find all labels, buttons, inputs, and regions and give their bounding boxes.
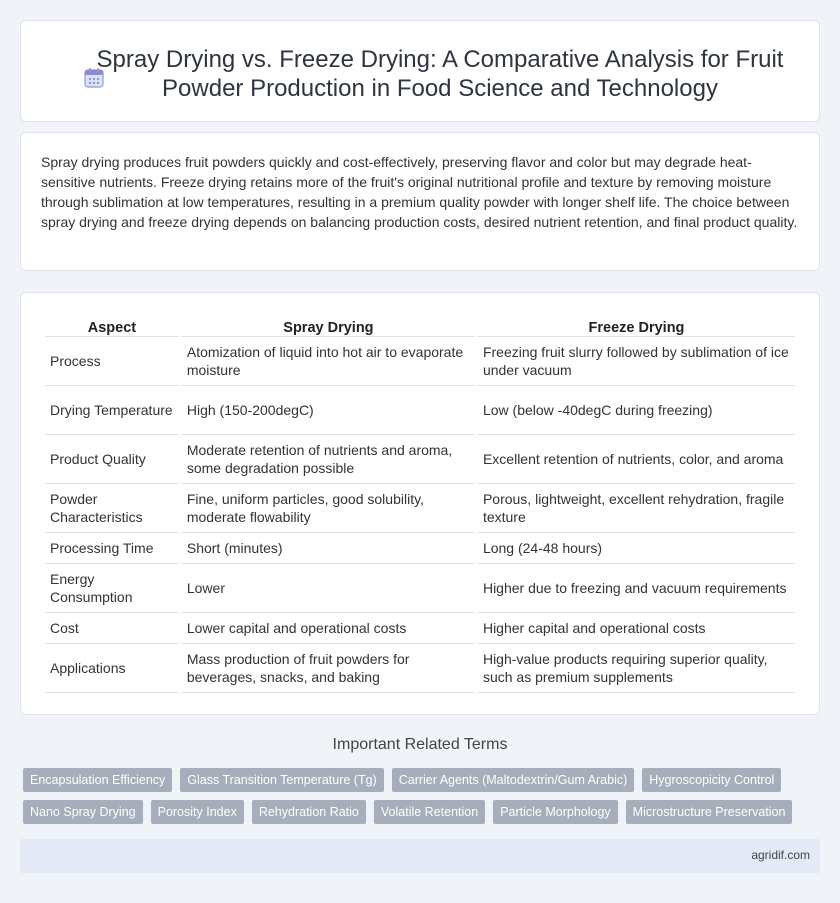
aspect-cell: Drying Temperature	[45, 386, 179, 435]
term-tag[interactable]: Nano Spray Drying	[23, 800, 143, 824]
table-row	[45, 533, 795, 564]
spray-cell: Mass production of fruit powders for beverages, snacks, and baking	[182, 644, 475, 693]
tag-row	[23, 800, 823, 824]
aspect-cell: Applications	[45, 644, 179, 693]
freeze-cell: High-value products requiring superior quality, such as premium supplements	[478, 644, 795, 693]
term-tag[interactable]: Particle Morphology	[493, 800, 617, 824]
term-tag[interactable]: Encapsulation Efficiency	[23, 768, 172, 792]
table-row	[45, 613, 795, 644]
title-card	[20, 20, 820, 122]
aspect-cell: Process	[45, 337, 179, 386]
tag-row	[23, 768, 823, 792]
comparison-table-card	[20, 292, 820, 715]
freeze-cell: Freezing fruit slurry followed by sublimation of ice under vacuum	[478, 337, 795, 386]
page-title: Spray Drying vs. Freeze Drying: A Comparative Analysis for Fruit Powder Production in Food Science and Technology	[96, 46, 784, 102]
term-tag[interactable]: Glass Transition Temperature (Tg)	[180, 768, 383, 792]
spray-cell: High (150-200degC)	[182, 386, 475, 435]
term-tag[interactable]: Hygroscopicity Control	[642, 768, 781, 792]
spray-cell: Lower capital and operational costs	[182, 613, 475, 644]
footer-site-link[interactable]: agridif.com	[751, 848, 810, 862]
freeze-cell: Excellent retention of nutrients, color, and aroma	[478, 435, 795, 484]
spray-cell: Short (minutes)	[182, 533, 475, 564]
header-freeze-drying: Freeze Drying	[478, 313, 795, 337]
intro-paragraph: Spray drying produces fruit powders quickly and cost-effectively, preserving flavor and color but may degrade heat-sensitive nutrients. Freeze drying retains more of the fruit's original nutritional profile and texture by removing moisture through sublimation at low temperatures, resulting in a premium quality powder with longer shelf life. The choice between spray drying and freeze drying depends on balancing production costs, desired nutrient retention, and final product quality.	[41, 154, 798, 230]
aspect-cell: Energy Consumption	[45, 564, 179, 613]
freeze-cell: Higher due to freezing and vacuum requirements	[478, 564, 795, 613]
spray-cell: Moderate retention of nutrients and aroma, some degradation possible	[182, 435, 475, 484]
table-row	[45, 386, 795, 435]
spray-cell: Atomization of liquid into hot air to evaporate moisture	[182, 337, 475, 386]
term-tag[interactable]: Carrier Agents (Maltodextrin/Gum Arabic)	[392, 768, 635, 792]
term-tag[interactable]: Microstructure Preservation	[626, 800, 793, 824]
freeze-cell: Long (24-48 hours)	[478, 533, 795, 564]
table-row	[45, 644, 795, 693]
freeze-cell: Porous, lightweight, excellent rehydration, fragile texture	[478, 484, 795, 533]
term-tag[interactable]: Porosity Index	[151, 800, 244, 824]
table-row	[45, 484, 795, 533]
table-header-row	[45, 313, 795, 337]
spray-cell: Lower	[182, 564, 475, 613]
related-terms-tags	[23, 768, 823, 832]
aspect-cell: Product Quality	[45, 435, 179, 484]
table-row	[45, 337, 795, 386]
footer	[20, 839, 820, 873]
header-aspect: Aspect	[45, 313, 179, 337]
term-tag[interactable]: Rehydration Ratio	[252, 800, 366, 824]
freeze-cell: Higher capital and operational costs	[478, 613, 795, 644]
term-tag[interactable]: Volatile Retention	[374, 800, 485, 824]
aspect-cell: Cost	[45, 613, 179, 644]
aspect-cell: Processing Time	[45, 533, 179, 564]
aspect-cell: Powder Characteristics	[45, 484, 179, 533]
spray-cell: Fine, uniform particles, good solubility, moderate flowability	[182, 484, 475, 533]
header-spray-drying: Spray Drying	[182, 313, 475, 337]
comparison-table	[42, 313, 798, 693]
freeze-cell: Low (below -40degC during freezing)	[478, 386, 795, 435]
table-row	[45, 564, 795, 613]
related-terms-heading: Important Related Terms	[332, 736, 508, 753]
intro-card	[20, 132, 820, 271]
table-row	[45, 435, 795, 484]
